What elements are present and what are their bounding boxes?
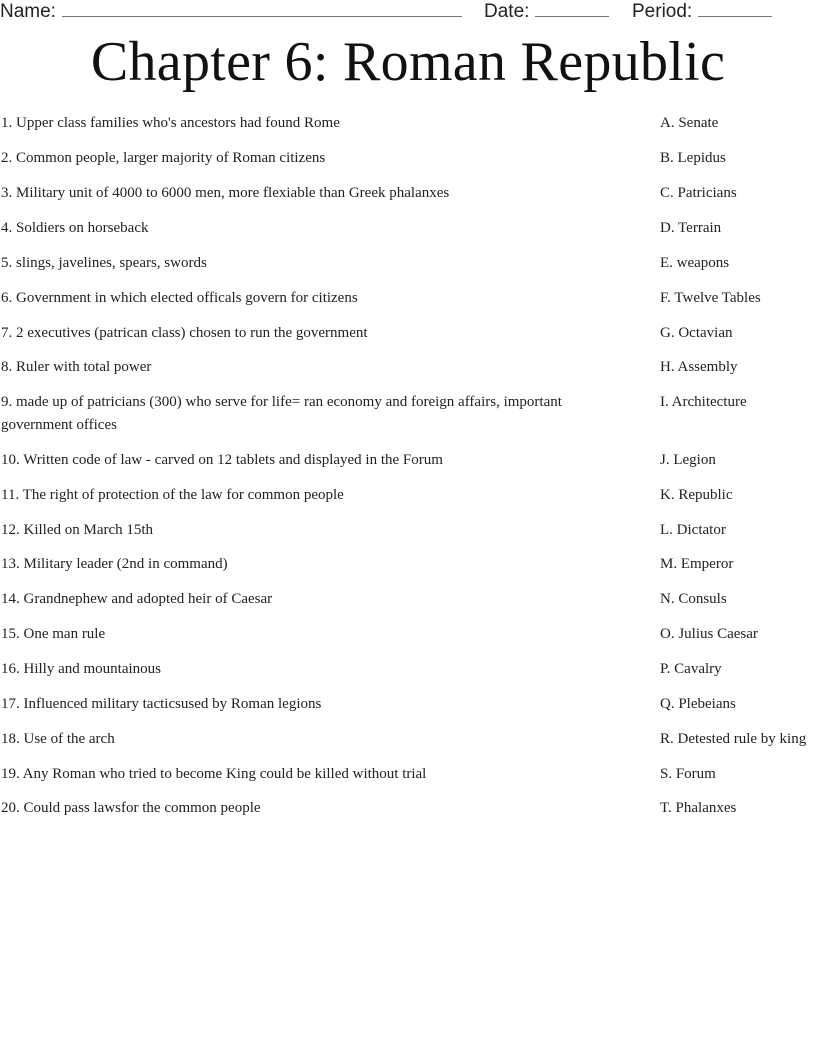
- answer-item: D. Terrain: [660, 220, 722, 236]
- answer-item: P. Cavalry: [660, 661, 722, 677]
- worksheet-header: [0, 0, 816, 22]
- question-item: 17. Influenced military tacticsused by Roman legions: [1, 696, 322, 712]
- answer-item: S. Forum: [660, 766, 716, 782]
- question-item: 2. Common people, larger majority of Roman citizens: [1, 150, 326, 166]
- question-item: 19. Any Roman who tried to become King could be killed without trial: [1, 766, 427, 782]
- question-item: 11. The right of protection of the law for common people: [1, 487, 344, 503]
- period-label: Period:: [632, 1, 693, 22]
- question-item: 12. Killed on March 15th: [1, 522, 154, 538]
- question-item: 6. Government in which elected officals govern for citizens: [1, 290, 358, 306]
- answer-item: H. Assembly: [660, 359, 738, 375]
- question-item: 14. Grandnephew and adopted heir of Caesar: [1, 591, 273, 607]
- question-item: 4. Soldiers on horseback: [1, 220, 149, 236]
- question-item: 18. Use of the arch: [1, 731, 115, 747]
- answer-item: M. Emperor: [660, 556, 734, 572]
- question-item: 20. Could pass lawsfor the common people: [1, 800, 261, 816]
- name-blank-line[interactable]: [62, 0, 462, 17]
- name-label: Name:: [0, 1, 56, 22]
- answer-item: Q. Plebeians: [660, 696, 736, 712]
- answer-item: B. Lepidus: [660, 150, 726, 166]
- answer-item: F. Twelve Tables: [660, 290, 761, 306]
- answer-item: E. weapons: [660, 255, 730, 271]
- answer-item: K. Republic: [660, 487, 733, 503]
- date-blank-line[interactable]: [535, 0, 609, 17]
- name-field[interactable]: [0, 0, 462, 23]
- question-item: 5. slings, javelines, spears, swords: [1, 255, 207, 271]
- answer-item: J. Legion: [660, 452, 716, 468]
- answer-item: I. Architecture: [660, 394, 747, 410]
- question-item: 9. made up of patricians (300) who serve for life= ran economy and foreign affairs, important government offices: [1, 394, 562, 433]
- question-item: 7. 2 executives (patrican class) chosen to run the government: [1, 325, 368, 341]
- period-field[interactable]: [632, 0, 772, 23]
- period-blank-line[interactable]: [698, 0, 772, 17]
- answer-item: T. Phalanxes: [660, 800, 737, 816]
- answer-item: O. Julius Caesar: [660, 626, 758, 642]
- page-title: Chapter 6: Roman Republic: [90, 31, 726, 93]
- question-item: 10. Written code of law - carved on 12 tablets and displayed in the Forum: [1, 452, 443, 468]
- question-item: 13. Military leader (2nd in command): [1, 556, 228, 572]
- question-item: 16. Hilly and mountainous: [1, 661, 161, 677]
- date-field[interactable]: [484, 0, 609, 23]
- date-label: Date:: [484, 1, 530, 22]
- answer-item: A. Senate: [660, 115, 719, 131]
- answer-item: N. Consuls: [660, 591, 727, 607]
- answer-item: L. Dictator: [660, 522, 726, 538]
- question-item: 8. Ruler with total power: [1, 359, 152, 375]
- question-item: 15. One man rule: [1, 626, 106, 642]
- answer-item: R. Detested rule by king: [660, 731, 807, 747]
- question-item: 1. Upper class families who's ancestors had found Rome: [1, 115, 340, 131]
- answer-item: C. Patricians: [660, 185, 737, 201]
- question-item: 3. Military unit of 4000 to 6000 men, more flexiable than Greek phalanxes: [1, 185, 450, 201]
- answer-item: G. Octavian: [660, 325, 733, 341]
